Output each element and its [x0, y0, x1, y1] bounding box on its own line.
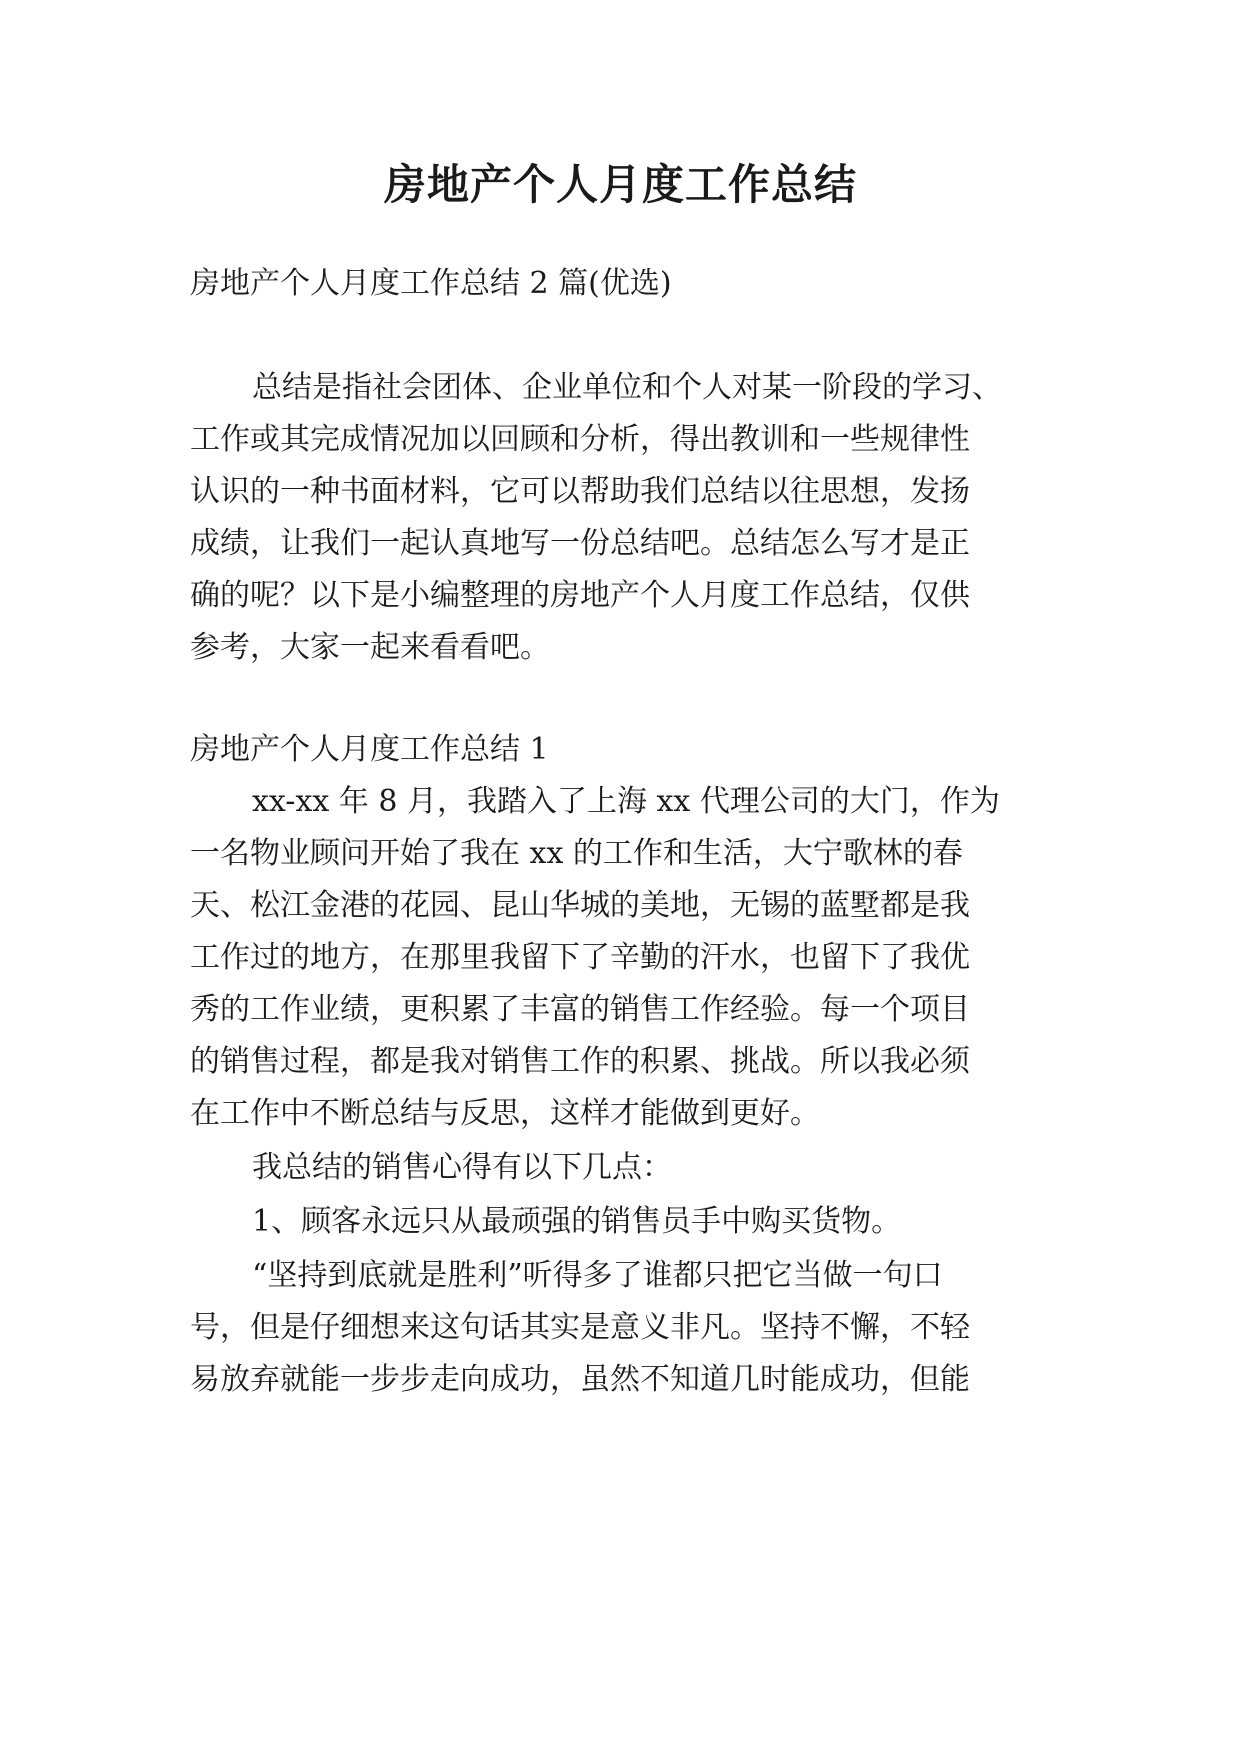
point-line: 易放弃就能一步步走向成功，虽然不知道几时能成功，但能	[190, 1362, 970, 1397]
section-line: 一名物业顾问开始了我在 xx 的工作和生活，大宁歌林的春	[190, 836, 963, 871]
point-line: 号，但是仔细想来这句话其实是意义非凡。坚持不懈，不轻	[190, 1310, 970, 1345]
point-line: “坚持到底就是胜利”听得多了谁都只把它当做一句口	[252, 1258, 943, 1293]
section-line: 的销售过程，都是我对销售工作的积累、挑战。所以我必须	[190, 1044, 970, 1079]
section-heading: 房地产个人月度工作总结 1	[190, 732, 549, 767]
section-line: 秀的工作业绩，更积累了丰富的销售工作经验。每一个项目	[190, 992, 970, 1027]
document-title: 房地产个人月度工作总结	[383, 160, 857, 209]
intro-line: 认识的一种书面材料，它可以帮助我们总结以往思想，发扬	[190, 474, 970, 509]
summary-intro: 我总结的销售心得有以下几点：	[252, 1150, 672, 1185]
section-line: 天、松江金港的花园、昆山华城的美地，无锡的蓝墅都是我	[190, 888, 970, 923]
section-line: 工作过的地方，在那里我留下了辛勤的汗水，也留下了我优	[190, 940, 970, 975]
intro-line: 工作或其完成情况加以回顾和分析，得出教训和一些规律性	[190, 422, 970, 457]
intro-line: 成绩，让我们一起认真地写一份总结吧。总结怎么写才是正	[190, 526, 970, 561]
point-heading: 1、顾客永远只从最顽强的销售员手中购买货物。	[252, 1204, 902, 1239]
intro-line: 参考，大家一起来看看吧。	[190, 630, 550, 665]
section-line: xx-xx 年 8 月，我踏入了上海 xx 代理公司的大门，作为	[252, 784, 1000, 819]
document-subtitle: 房地产个人月度工作总结 2 篇(优选)	[190, 266, 672, 301]
intro-line: 确的呢？以下是小编整理的房地产个人月度工作总结，仅供	[190, 578, 970, 613]
intro-line: 总结是指社会团体、企业单位和个人对某一阶段的学习、	[252, 370, 1002, 405]
section-line: 在工作中不断总结与反思，这样才能做到更好。	[190, 1096, 820, 1131]
